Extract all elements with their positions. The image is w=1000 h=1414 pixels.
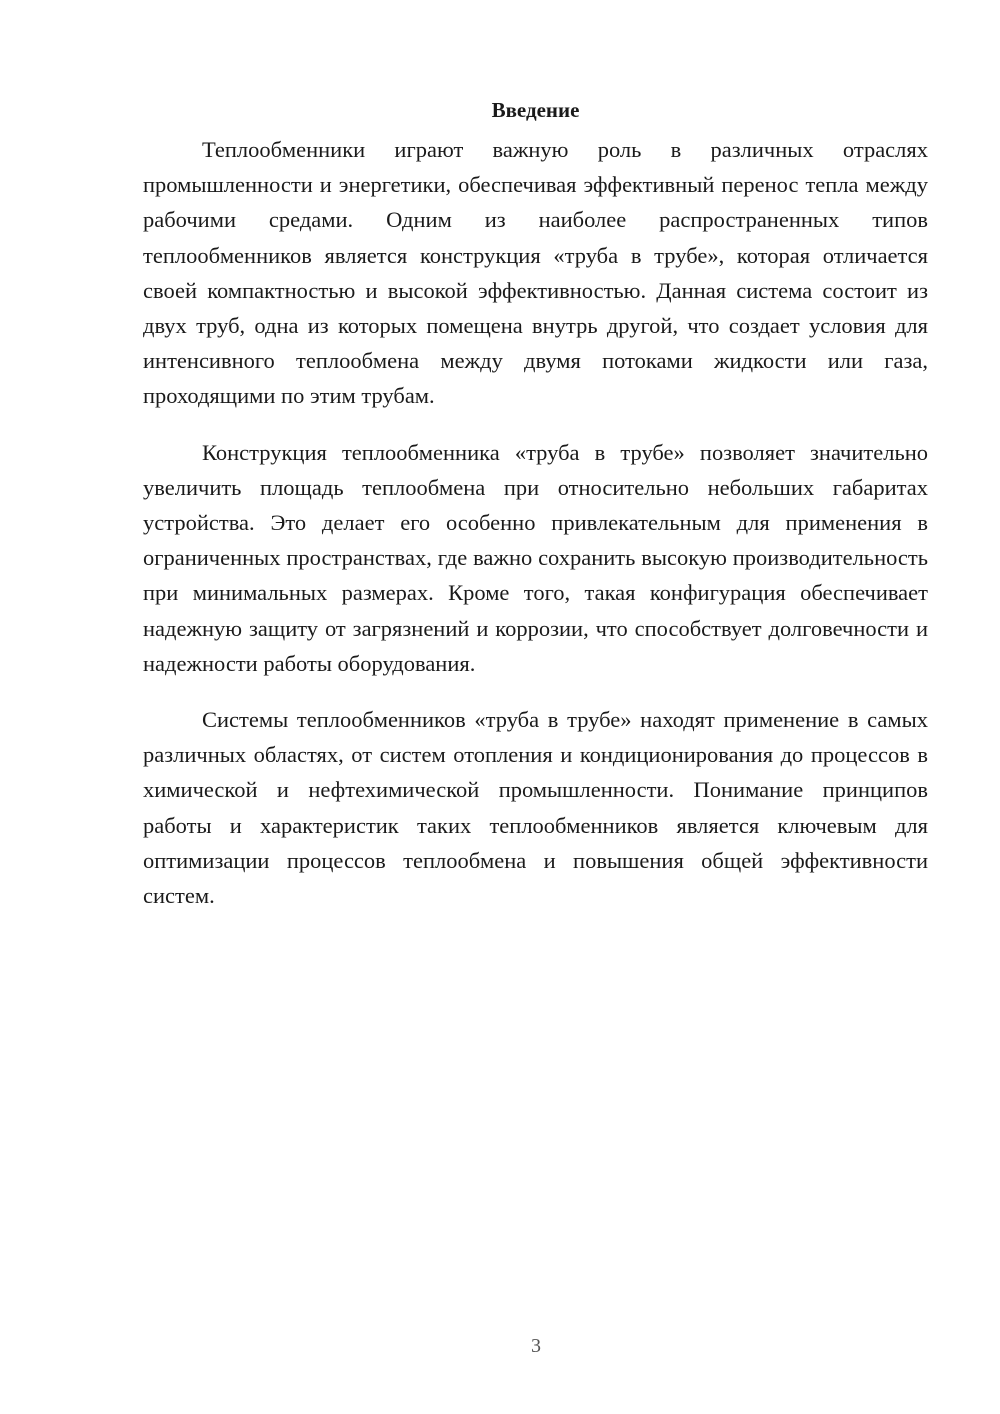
section-heading: Введение xyxy=(491,98,580,122)
paragraph-1: Теплообменники играют важную роль в различных отраслях промышленности и энергетики, обеспечивая эффективный перенос тепла между рабочими средами. Одним из наиболее распространенных типов теплообменников является конструкция «труба в трубе», которая отличается своей компактностью и высокой эффективностью. Данная система состоит из двух труб, одна из которых помещена внутрь другой, что создает условия для интенсивного теплообмена между двумя потоками жидкости или газа, проходящими по этим трубам. xyxy=(143,137,928,409)
page-content xyxy=(143,93,928,934)
paragraph-3: Системы теплообменников «труба в трубе» находят применение в самых различных областях, от систем отопления и кондиционирования до процессов в химической и нефтехимической промышленности. Понимание принципов работы и характеристик таких теплообменников является ключевым для оптимизации процессов теплообмена и повышения общей эффективности систем. xyxy=(143,707,928,909)
paragraph-2: Конструкция теплообменника «труба в трубе» позволяет значительно увеличить площадь теплообмена при относительно небольших габаритах устройства. Это делает его особенно привлекательным для применения в ограниченных пространствах, где важно сохранить высокую производительность при минимальных размерах. Кроме того, такая конфигурация обеспечивает надежную защиту от загрязнений и коррозии, что способствует долговечности и надежности работы оборудования. xyxy=(143,439,928,676)
page-number: 3 xyxy=(531,1335,541,1357)
